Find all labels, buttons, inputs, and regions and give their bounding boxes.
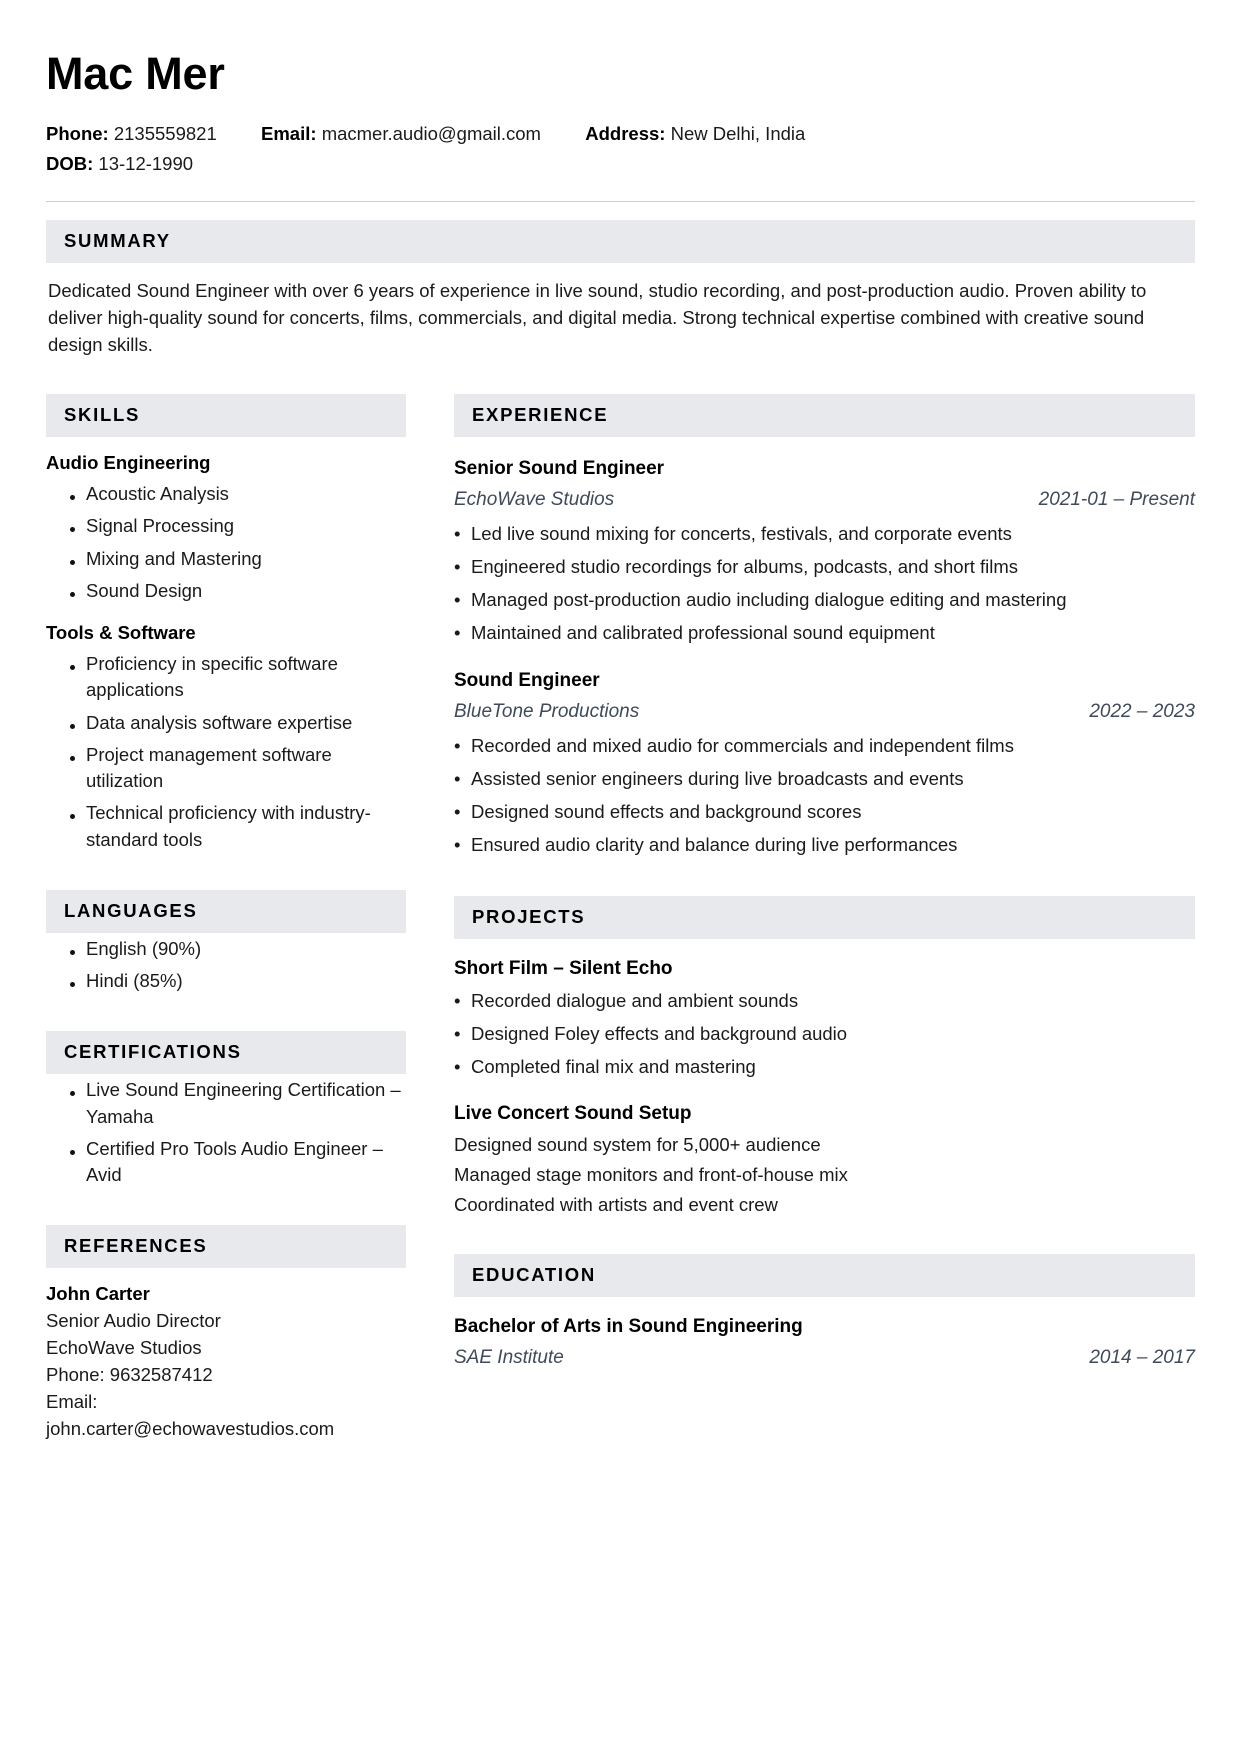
section-certifications [46,1031,406,1191]
experience-entry [454,455,1195,649]
job-meta [454,486,1195,515]
section-references [46,1225,406,1442]
education-degree: Bachelor of Arts in Sound Engineering [454,1316,803,1338]
project-bullets [454,985,1195,1083]
reference-name: John Carter [46,1283,150,1305]
section-header-languages: LANGUAGES [46,890,406,933]
section-header-education: EDUCATION [454,1254,1195,1297]
section-header-experience: EXPERIENCE [454,394,1195,437]
list-item: • Maintained and calibrated professional sound equipment [454,617,1195,650]
resume-header [46,50,1195,179]
list-item: • Designed sound effects and background scores [454,796,1195,829]
dob-value: 13-12-1990 [98,153,194,175]
reference-email-label: Email: [46,1391,98,1413]
list-item: • Designed Foley effects and background audio [454,1018,1195,1051]
job-organization: BlueTone Productions [454,700,640,722]
email-label: Email: [261,123,317,145]
list-item: Certified Pro Tools Audio Engineer – Avid [70,1133,406,1192]
skill-group [46,450,406,607]
list-item: • Recorded dialogue and ambient sounds [454,985,1195,1018]
header-divider [46,201,1195,202]
phone-label: Phone: [46,123,109,145]
dob-label: DOB: [46,153,94,175]
skill-list [46,478,406,607]
section-skills [46,394,406,856]
job-bullets [454,730,1195,861]
list-item: Designed sound system for 5,000+ audience [454,1134,821,1156]
education-dates: 2014 – 2017 [1089,1346,1195,1368]
section-header-skills: SKILLS [46,394,406,437]
list-item: Project management software utilization [70,739,406,798]
job-bullets [454,518,1195,649]
right-column [454,394,1195,1376]
list-item: Mixing and Mastering [70,543,406,575]
reference-phone: Phone: 9632587412 [46,1364,213,1386]
experience-entry [454,667,1195,861]
list-item: • Managed post-production audio including dialogue editing and mastering [454,584,1195,617]
project-title: Short Film – Silent Echo [454,957,673,979]
contact-line-primary [46,119,1195,149]
project-lines [454,1130,1195,1220]
job-dates: 2022 – 2023 [1089,700,1195,722]
list-item: Sound Design [70,575,406,607]
list-item: • Led live sound mixing for concerts, festivals, and corporate events [454,518,1195,551]
project-title: Live Concert Sound Setup [454,1102,692,1124]
skill-group-heading: Tools & Software [46,622,196,644]
list-item: • Engineered studio recordings for albums, podcasts, and short films [454,551,1195,584]
section-header-certifications: CERTIFICATIONS [46,1031,406,1074]
contact-line-secondary [46,149,1195,179]
language-list [46,933,406,998]
summary-text: Dedicated Sound Engineer with over 6 years of experience in live sound, studio recording, and post-production audio. Proven ability to deliver high-quality sound for concerts, films, commercials, and digital media. Strong technical expertise combined with creative sound design skills. [48,280,1147,356]
list-item: Live Sound Engineering Certification – Yamaha [70,1074,406,1133]
email-value: macmer.audio@gmail.com [321,123,541,145]
education-institution: SAE Institute [454,1346,564,1368]
skill-list [46,648,406,856]
job-meta [454,698,1195,727]
list-item: Signal Processing [70,510,406,542]
section-header-projects: PROJECTS [454,896,1195,939]
section-experience [454,394,1195,862]
job-title: Sound Engineer [454,670,600,692]
list-item: Technical proficiency with industry-standard tools [70,797,406,856]
section-header-summary: SUMMARY [46,220,1195,263]
list-item: English (90%) [70,933,406,965]
list-item: • Ensured audio clarity and balance during live performances [454,829,1195,862]
education-meta [454,1344,1195,1373]
list-item: Managed stage monitors and front-of-house mix [454,1164,848,1186]
list-item: • Assisted senior engineers during live broadcasts and events [454,763,1195,796]
address-value: New Delhi, India [670,123,806,145]
reference-role: Senior Audio Director [46,1310,221,1332]
job-dates: 2021-01 – Present [1038,488,1195,510]
project-entry [454,955,1195,1084]
section-languages [46,890,406,998]
project-entry [454,1100,1195,1220]
list-item: Acoustic Analysis [70,478,406,510]
job-organization: EchoWave Studios [454,488,615,510]
address-label: Address: [585,123,666,145]
content-columns [46,394,1195,1442]
list-item: Coordinated with artists and event crew [454,1194,778,1216]
education-entry [454,1313,1195,1372]
skill-group [46,620,406,856]
list-item: Hindi (85%) [70,965,406,997]
candidate-name: Mac Mer [46,48,225,99]
list-item: Proficiency in specific software applications [70,648,406,707]
phone-value: 2135559821 [113,123,217,145]
skill-group-heading: Audio Engineering [46,452,211,474]
list-item: • Completed final mix and mastering [454,1051,1195,1084]
certification-list [46,1074,406,1191]
left-column [46,394,406,1442]
section-projects [454,896,1195,1220]
list-item: • Recorded and mixed audio for commercials and independent films [454,730,1195,763]
section-header-references: REFERENCES [46,1225,406,1268]
section-education [454,1254,1195,1372]
reference-company: EchoWave Studios [46,1337,202,1359]
reference-entry [46,1268,406,1442]
job-title: Senior Sound Engineer [454,458,665,480]
section-summary [46,220,1195,358]
reference-email-value: john.carter@echowavestudios.com [46,1418,335,1440]
list-item: Data analysis software expertise [70,707,406,739]
